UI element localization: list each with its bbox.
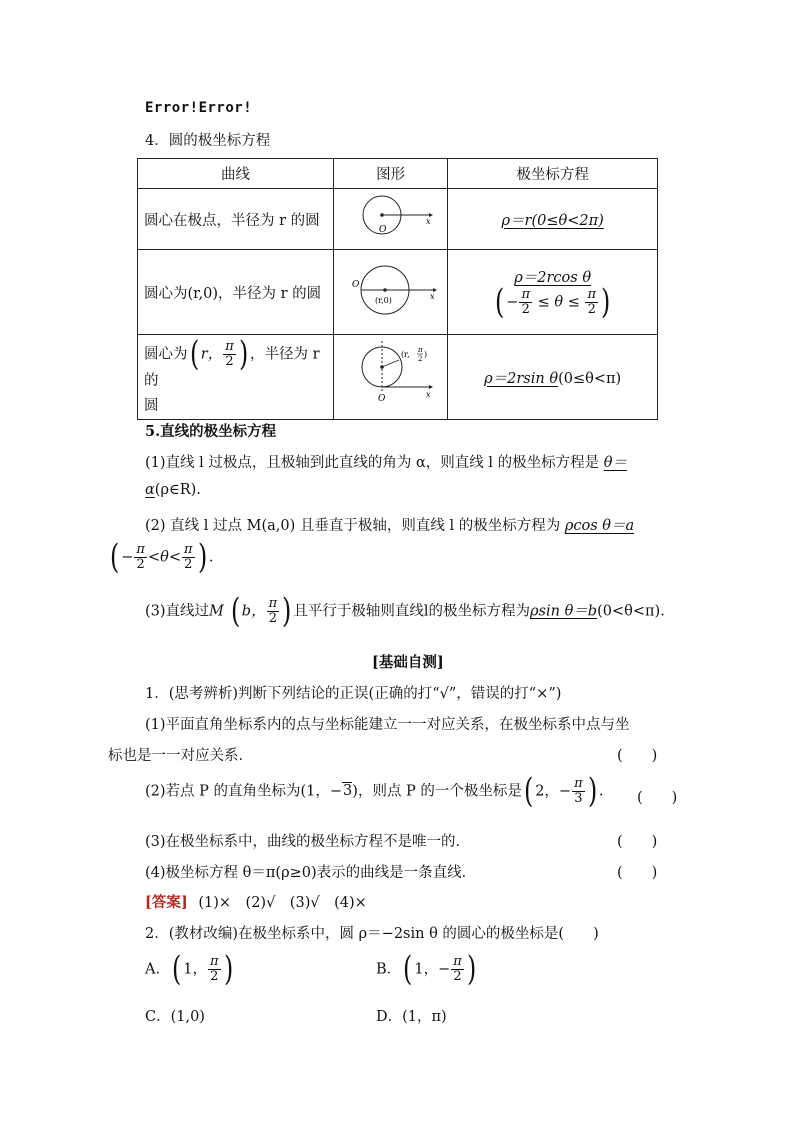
- svg-text:x: x: [425, 390, 431, 399]
- header-curve: 曲线: [138, 159, 334, 189]
- section5-item3: (3)直线过M ( b， $\frac{\pi}{2}$ ) 且平行于极轴则直线l的极坐标方程为ρsin θ＝b(0<θ<π).: [145, 591, 665, 631]
- question-1-item3: (3)在极坐标系中，曲线的极坐标方程不是唯一的．: [145, 834, 471, 850]
- curve-cell: 圆心为( r， $\frac{\pi}{2}$ ) ，半径为 r 的 圆: [138, 335, 334, 420]
- equation-answer: ρ＝2rcos θ: [514, 270, 592, 287]
- circle-center-r0-figure: [337, 250, 445, 330]
- curve-text: 圆心为(r,0)，半径为 r 的圆: [144, 285, 322, 302]
- svg-text:(r,: (r,: [400, 350, 410, 359]
- answer-label: [答案]: [145, 894, 188, 911]
- curve-cell: [138, 250, 334, 335]
- question-1-item1a: (1)平面直角坐标系内的点与坐标能建立一一对应关系，在极坐标系中点与坐: [145, 717, 630, 733]
- header-equation: 极坐标方程: [448, 159, 658, 189]
- table-row: [138, 335, 658, 420]
- section5-title: 5.直线的极坐标方程: [145, 423, 277, 440]
- option-a: A．( 1， $\frac{\pi}{2}$ ): [145, 949, 233, 989]
- svg-text:x: x: [429, 292, 435, 301]
- section5-item2-line1: (2) 直线 l 过点 M(a,0) 且垂直于极轴，则直线 l 的极坐标方程为 ρcos θ＝a: [145, 518, 635, 534]
- question-1-item4: (4)极坐标方程 θ＝π(ρ≥0)表示的曲线是一条直线．: [145, 865, 477, 881]
- circle-at-pole-figure: [337, 189, 445, 245]
- table-row: [138, 250, 658, 335]
- question-1-item1b: 标也是一一对应关系．: [108, 748, 253, 764]
- svg-text:): ): [423, 350, 427, 359]
- curve-text: 圆心为( r， $\frac{\pi}{2}$ ) ，半径为 r 的: [144, 333, 320, 390]
- curve-cell: [138, 189, 334, 250]
- svg-text:O: O: [378, 225, 387, 235]
- figure-cell: [334, 250, 448, 335]
- answer-text: (1)× (2)√ (3)√ (4)×: [198, 895, 367, 911]
- answer-blank: ( ): [617, 865, 658, 881]
- svg-text:π: π: [417, 346, 423, 354]
- self-test-title: [基础自测]: [372, 654, 444, 671]
- figure-cell: [334, 335, 448, 420]
- equation-cell: ρ＝2rsin θ(0≤θ<π): [448, 335, 658, 420]
- question-2-title: 2．(教材改编)在极坐标系中，圆 ρ＝−2sin θ 的圆心的极坐标是( ): [145, 926, 599, 942]
- answer-blank: ( ): [617, 748, 658, 764]
- curve-text: 圆心在极点，半径为 r 的圆: [144, 212, 320, 229]
- answer-blank: ( ): [617, 834, 658, 850]
- equation-cell: [448, 250, 658, 335]
- equation-cell: [448, 189, 658, 250]
- svg-text:(r,0): (r,0): [374, 296, 392, 305]
- figure-cell: [334, 189, 448, 250]
- svg-text:O: O: [351, 280, 360, 290]
- answer-blank: ( ): [637, 790, 678, 806]
- svg-text:2: 2: [417, 355, 423, 363]
- option-c: C．(1,0): [145, 1009, 205, 1025]
- section5-item1-line2: α(ρ∈R).: [145, 482, 201, 498]
- svg-text:x: x: [425, 217, 431, 226]
- equation-answer: ρ＝2rsin θ: [484, 370, 559, 387]
- table-header-row: [138, 159, 658, 189]
- section5-item2-range: ( − $\frac{\pi}{2}$ <θ< $\frac{\pi}{2}$ ) .: [109, 537, 214, 577]
- error-text: Error!Error!: [145, 100, 253, 116]
- equation-answer: ρ＝r(0≤θ<2π): [501, 212, 604, 229]
- answer-line: [145, 891, 367, 912]
- section4-title: 4．圆的极坐标方程: [145, 133, 271, 149]
- circle-center-r-pi2-figure: [337, 335, 445, 415]
- polar-circle-table: [137, 158, 658, 420]
- question-1-title: 1．(思考辨析)判断下列结论的正误(正确的打“√”，错误的打“×”): [145, 686, 562, 702]
- option-d: D．(1，π): [376, 1009, 447, 1025]
- section5-item1-line1: (1)直线 l 过极点，且极轴到此直线的角为 α，则直线 l 的极坐标方程是 θ＝: [145, 455, 627, 471]
- svg-text:O: O: [377, 394, 386, 404]
- equation-range: ( − $\frac{\pi}{2}$ ≤ θ ≤ $\frac{\pi}{2}$ ): [495, 282, 611, 323]
- header-figure: 图形: [334, 159, 448, 189]
- option-b: B．( 1，− $\frac{\pi}{2}$ ): [376, 949, 477, 989]
- table-row: [138, 189, 658, 250]
- question-1-item2: (2)若点 P 的直角坐标为(1，−3)，则点 P 的一个极坐标是( 2，− $\frac{\pi}{3}$ ) .: [145, 771, 604, 811]
